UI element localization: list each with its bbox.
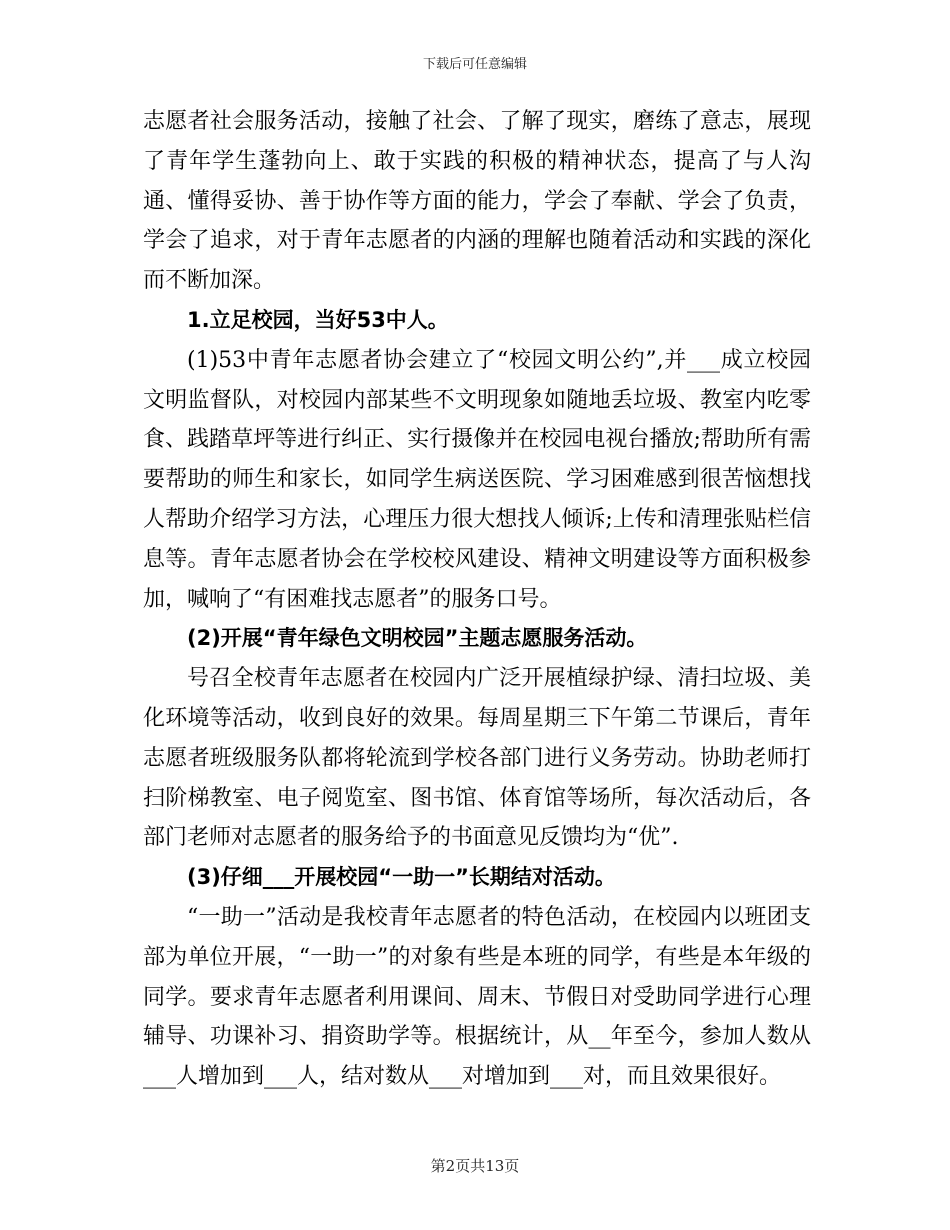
paragraph-intro: 志愿者社会服务活动，接触了社会、了解了现实，磨练了意志，展现了青年学生蓬勃向上、敢于实践的积极的精神状态，提高了与人沟通、懂得妥协、善于协作等方面的能力，学会了奉献、学会了负责，学会了追求，对于青年志愿者的内涵的理解也随着活动和实践的深化而不断加深。	[143, 109, 811, 294]
section-heading-2: (2)开展“青年绿色文明校园”主题志愿服务活动。	[187, 626, 648, 651]
paragraph-green-campus: 号召全校青年志愿者在校园内广泛开展植绿护绿、清扫垃圾、美化环境等活动，收到良好的效果。每周星期三下午第二节课后，青年志愿者班级服务队都将轮流到学校各部门进行义务劳动。协助老师打扫阶梯教室、电子阅览室、图书馆、体育馆等场所，每次活动后，各部门老师对志愿者的服务给予的书面意见反馈均为“优”.	[143, 666, 811, 851]
paragraph-campus-civility: (1)53中青年志愿者协会建立了“校园文明公约”,并___成立校园文明监督队，对校园内部某些不文明现象如随地丢垃圾、教室内吃零食、践踏草坪等进行纠正、实行摄像并在校园电视台播放;帮助所有需要帮助的师生和家长，如同学生病送医院、学习困难感到很苦恼想找人帮助介绍学习方法，心理压力很大想找人倾诉;上传和清理张贴栏信息等。青年志愿者协会在学校校风建设、精神文明建设等方面积极参加，喊响了“有困难找志愿者”的服务口号。	[143, 347, 811, 612]
section-heading-1: 1.立足校园，当好53中人。	[187, 307, 449, 332]
page-footer: 第2页共13页	[430, 1157, 520, 1175]
paragraph-one-helps-one: “一助一”活动是我校青年志愿者的特色活动，在校园内以班团支部为单位开展，“一助一”的对象有些是本班的同学，有些是本年级的同学。要求青年志愿者利用课间、周末、节假日对受助同学进行心理辅导、功课补习、捐资助学等。根据统计，从__年至今，参加人数从___人增加到___人，结对数从___对增加到___对，而且效果很好。	[143, 904, 811, 1090]
document-body	[143, 102, 811, 1097]
section-heading-3: (3)仔细___开展校园“一助一”长期结对活动。	[187, 865, 616, 890]
page-header: 下载后可任意编辑	[422, 57, 527, 72]
